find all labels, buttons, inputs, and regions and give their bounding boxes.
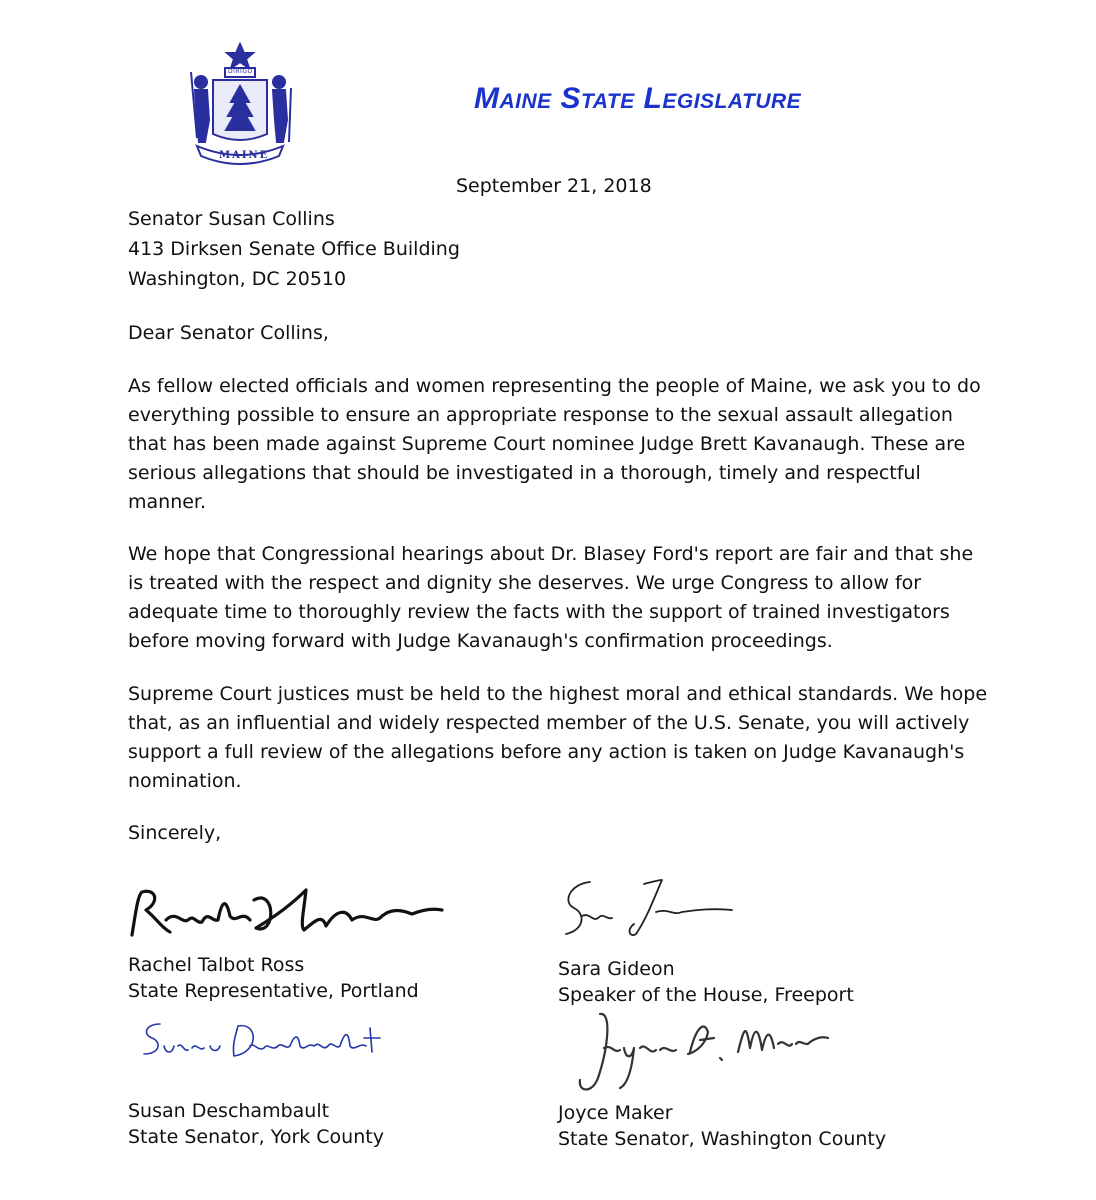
signer-name: Rachel Talbot Ross bbox=[128, 954, 305, 976]
signer-block-rachel-talbot-ross bbox=[128, 952, 419, 1004]
signer-name: Joyce Maker bbox=[558, 1102, 673, 1124]
seal-banner-text: DIRIGO bbox=[228, 68, 253, 75]
signer-block-joyce-maker bbox=[558, 1100, 886, 1152]
body-paragraph-2: We hope that Congressional hearings about Dr. Blasey Ford's report are fair and that she is treated with the respect and dignity she deserves. We urge Congress to allow for adequate time to thoroughly review the facts with the support of trained investigators before moving forward with Judge Kavanaugh's confirmation proceedings. bbox=[128, 543, 974, 652]
body-paragraph-1: As fellow elected officials and women representing the people of Maine, we ask you to do everything possible to ensure an appropriate response to the sexual assault allegation that has been made against Supreme Court nominee Judge Brett Kavanaugh. These are serious allegations that should be investigated in a thorough, timely and respectful manner. bbox=[128, 375, 981, 513]
maine-state-seal bbox=[183, 42, 298, 170]
signer-title: State Senator, York County bbox=[128, 1126, 384, 1148]
signer-name: Sara Gideon bbox=[558, 958, 675, 980]
recipient-address-block bbox=[128, 204, 460, 294]
recipient-address-line1: 413 Dirksen Senate Office Building bbox=[128, 238, 460, 260]
signature-susan-deschambault bbox=[138, 1016, 388, 1066]
signer-name: Susan Deschambault bbox=[128, 1100, 330, 1122]
signer-title: State Senator, Washington County bbox=[558, 1128, 887, 1150]
body-paragraph-3: Supreme Court justices must be held to the highest moral and ethical standards. We hope that, as an influential and widely respected member of the U.S. Senate, you will actively support a full review of the allegations before any action is taken on Judge Kavanaugh's nomination. bbox=[128, 683, 988, 792]
signature-sara-gideon bbox=[556, 872, 736, 942]
signature-rachel-talbot-ross bbox=[126, 880, 446, 950]
letterhead-title: Maine State Legislature bbox=[474, 82, 802, 115]
salutation: Dear Senator Collins, bbox=[128, 322, 329, 344]
signer-title: Speaker of the House, Freeport bbox=[558, 984, 854, 1006]
signature-joyce-maker bbox=[560, 1008, 830, 1098]
signer-block-susan-deschambault bbox=[128, 1098, 384, 1150]
signer-block-sara-gideon bbox=[558, 956, 854, 1008]
letter-date: September 21, 2018 bbox=[456, 175, 652, 197]
signer-title: State Representative, Portland bbox=[128, 980, 419, 1002]
recipient-name: Senator Susan Collins bbox=[128, 208, 335, 230]
recipient-address-line2: Washington, DC 20510 bbox=[128, 268, 347, 290]
seal-text: MAINE bbox=[219, 150, 270, 161]
closing: Sincerely, bbox=[128, 822, 222, 844]
